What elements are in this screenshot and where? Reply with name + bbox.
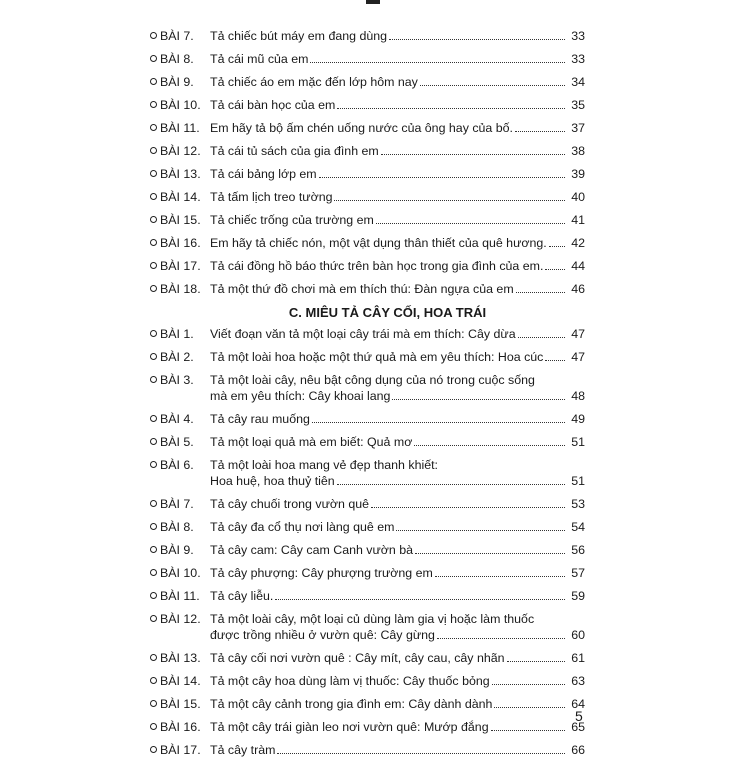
toc-entry <box>150 411 585 434</box>
dot-leader <box>337 483 565 485</box>
lesson-page-number: 42 <box>571 236 585 250</box>
circle-bullet-icon <box>150 101 157 108</box>
lesson-page-number: 41 <box>571 213 585 227</box>
lesson-page-number: 38 <box>571 144 585 158</box>
dot-leader <box>392 398 565 400</box>
lesson-page-number: 51 <box>571 435 585 449</box>
lesson-page-number: 53 <box>571 497 585 511</box>
lesson-title: Tả một cây hoa dùng làm vị thuốc: Cây thuốc bỏng <box>210 674 490 688</box>
toc-entry <box>150 565 585 588</box>
lesson-page-number: 60 <box>571 628 585 642</box>
lesson-title: Tả một cây trái giàn leo nơi vườn quê: Mướp đắng <box>210 720 489 734</box>
toc-entry <box>150 519 585 542</box>
lesson-number: BÀI 9. <box>160 543 194 557</box>
lesson-title: Tả cây liễu. <box>210 589 274 603</box>
lesson-number: BÀI 13. <box>160 651 201 665</box>
circle-bullet-icon <box>150 438 157 445</box>
lesson-number: BÀI 4. <box>160 412 194 426</box>
lesson-page-number: 57 <box>571 566 585 580</box>
lesson-title: Viết đoạn văn tả một loại cây trái mà em thích: Cây dừa <box>210 327 516 341</box>
circle-bullet-icon <box>150 262 157 269</box>
dot-leader <box>415 552 565 554</box>
lesson-number: BÀI 11. <box>160 121 200 135</box>
toc-entry <box>150 434 585 457</box>
lesson-page-number: 56 <box>571 543 585 557</box>
lesson-title: Tả một loài cây, một loại củ dùng làm gia vị hoặc làm thuốc <box>210 612 535 626</box>
lesson-number: BÀI 5. <box>160 435 194 449</box>
lesson-number: BÀI 16. <box>160 720 201 734</box>
dot-leader <box>491 729 565 731</box>
toc-entry <box>150 326 585 349</box>
toc-entry <box>150 696 585 719</box>
lesson-number: BÀI 17. <box>160 259 201 273</box>
top-binding-mark <box>366 0 380 4</box>
lesson-number: BÀI 7. <box>160 29 194 43</box>
lesson-title: Tả cây cam: Cây cam Canh vườn bà <box>210 543 414 557</box>
toc-entry <box>150 650 585 673</box>
dot-leader <box>275 598 565 600</box>
circle-bullet-icon <box>150 546 157 553</box>
section-heading: C. MIÊU TẢ CÂY CỐI, HOA TRÁI <box>288 305 487 320</box>
lesson-title: Tả một loài hoa hoặc một thứ quả mà em yêu thích: Hoa cúc <box>210 350 544 364</box>
lesson-number: BÀI 1. <box>160 327 194 341</box>
toc-entry <box>150 281 585 304</box>
circle-bullet-icon <box>150 124 157 131</box>
dot-leader <box>545 359 565 361</box>
lesson-title: Tả cây đa cổ thụ nơi làng quê em <box>210 520 395 534</box>
dot-leader <box>545 268 565 270</box>
lesson-page-number: 40 <box>571 190 585 204</box>
toc-entry <box>150 457 585 496</box>
circle-bullet-icon <box>150 461 157 468</box>
lesson-title: Tả một loài hoa mang vẻ đẹp thanh khiết: <box>210 458 438 472</box>
circle-bullet-icon <box>150 170 157 177</box>
circle-bullet-icon <box>150 677 157 684</box>
lesson-page-number: 47 <box>571 327 585 341</box>
dot-leader <box>277 752 565 754</box>
lesson-title: Tả cây tràm <box>210 743 276 757</box>
toc-entry <box>150 74 585 97</box>
lesson-title: Tả cây chuối trong vườn quê <box>210 497 369 511</box>
toc-entry <box>150 28 585 51</box>
lesson-number: BÀI 16. <box>160 236 201 250</box>
dot-leader <box>319 176 565 178</box>
lesson-title: Tả một thứ đồ chơi mà em thích thú: Đàn ngựa của em <box>210 282 514 296</box>
dot-leader <box>337 107 565 109</box>
lesson-title: Tả cái mũ của em <box>210 52 309 66</box>
toc-entry <box>150 120 585 143</box>
toc-entry <box>150 189 585 212</box>
toc-entry <box>150 372 585 411</box>
lesson-page-number: 63 <box>571 674 585 688</box>
circle-bullet-icon <box>150 330 157 337</box>
lesson-number: BÀI 15. <box>160 213 201 227</box>
toc-entry <box>150 719 585 742</box>
toc-entry <box>150 97 585 120</box>
lesson-title: Tả cái bảng lớp em <box>210 167 317 181</box>
circle-bullet-icon <box>150 78 157 85</box>
toc-entry <box>150 51 585 74</box>
dot-leader <box>312 421 565 423</box>
lesson-page-number: 35 <box>571 98 585 112</box>
lesson-title: Tả chiếc bút máy em đang dùng <box>210 29 388 43</box>
lesson-number: BÀI 9. <box>160 75 194 89</box>
lesson-number: BÀI 3. <box>160 373 194 387</box>
lesson-title: Tả chiếc trống của trường em <box>210 213 374 227</box>
toc-entry <box>150 258 585 281</box>
dot-leader <box>396 529 565 531</box>
lesson-title-continued: được trồng nhiều ở vườn quê: Cây gừng <box>210 628 435 642</box>
circle-bullet-icon <box>150 239 157 246</box>
lesson-number: BÀI 14. <box>160 674 201 688</box>
lesson-title: Tả cái bàn học của em <box>210 98 336 112</box>
lesson-number: BÀI 10. <box>160 566 201 580</box>
lesson-title: Tả cây rau muống <box>210 412 310 426</box>
lesson-page-number: 44 <box>571 259 585 273</box>
lesson-number: BÀI 6. <box>160 458 194 472</box>
dot-leader <box>420 84 565 86</box>
lesson-number: BÀI 18. <box>160 282 201 296</box>
lesson-title: Tả tấm lịch treo tường <box>210 190 333 204</box>
dot-leader <box>435 575 565 577</box>
lesson-title-continued: mà em yêu thích: Cây khoai lang <box>210 389 391 403</box>
toc-entry <box>150 166 585 189</box>
lesson-page-number: 33 <box>571 29 585 43</box>
lesson-page-number: 59 <box>571 589 585 603</box>
lesson-title: Tả cây phượng: Cây phượng trường em <box>210 566 433 580</box>
circle-bullet-icon <box>150 500 157 507</box>
dot-leader <box>518 336 565 338</box>
dot-leader <box>507 660 565 662</box>
toc-entry <box>150 611 585 650</box>
dot-leader <box>437 637 565 639</box>
toc-entry <box>150 143 585 166</box>
lesson-page-number: 37 <box>571 121 585 135</box>
dot-leader <box>376 222 565 224</box>
toc-entry <box>150 235 585 258</box>
circle-bullet-icon <box>150 32 157 39</box>
lesson-page-number: 51 <box>571 474 585 488</box>
circle-bullet-icon <box>150 216 157 223</box>
lesson-number: BÀI 8. <box>160 52 194 66</box>
toc-entry <box>150 542 585 565</box>
circle-bullet-icon <box>150 523 157 530</box>
lesson-title: Em hãy tả chiếc nón, một vật dụng thân thiết của quê hương. <box>210 236 547 250</box>
circle-bullet-icon <box>150 285 157 292</box>
lesson-number: BÀI 7. <box>160 497 194 511</box>
lesson-title: Em hãy tả bộ ấm chén uống nước của ông hay của bố. <box>210 121 513 135</box>
lesson-number: BÀI 12. <box>160 612 201 626</box>
lesson-number: BÀI 8. <box>160 520 194 534</box>
dot-leader <box>381 153 565 155</box>
lesson-title: Tả chiếc áo em mặc đến lớp hôm nay <box>210 75 418 89</box>
toc-entry <box>150 496 585 519</box>
lesson-number: BÀI 15. <box>160 697 201 711</box>
lesson-page-number: 34 <box>571 75 585 89</box>
dot-leader <box>492 683 565 685</box>
lesson-number: BÀI 17. <box>160 743 201 757</box>
toc-entry <box>150 673 585 696</box>
lesson-page-number: 66 <box>571 743 585 757</box>
circle-bullet-icon <box>150 55 157 62</box>
circle-bullet-icon <box>150 592 157 599</box>
toc-entry <box>150 212 585 235</box>
lesson-page-number: 39 <box>571 167 585 181</box>
lesson-number: BÀI 10. <box>160 98 201 112</box>
dot-leader <box>516 291 565 293</box>
circle-bullet-icon <box>150 415 157 422</box>
lesson-page-number: 49 <box>571 412 585 426</box>
lesson-title: Tả một cây cảnh trong gia đình em: Cây dành dành <box>210 697 493 711</box>
dot-leader <box>414 444 565 446</box>
lesson-page-number: 33 <box>571 52 585 66</box>
page-number: 5 <box>575 708 583 724</box>
lesson-title: Tả cây cối nơi vườn quê : Cây mít, cây cau, cây nhãn <box>210 651 505 665</box>
circle-bullet-icon <box>150 193 157 200</box>
lesson-title-continued: Hoa huệ, hoa thuỷ tiên <box>210 474 335 488</box>
circle-bullet-icon <box>150 353 157 360</box>
dot-leader <box>515 130 565 132</box>
toc-entry <box>150 742 585 765</box>
circle-bullet-icon <box>150 569 157 576</box>
lesson-page-number: 47 <box>571 350 585 364</box>
toc-entry <box>150 349 585 372</box>
circle-bullet-icon <box>150 615 157 622</box>
circle-bullet-icon <box>150 723 157 730</box>
lesson-number: BÀI 12. <box>160 144 201 158</box>
lesson-number: BÀI 11. <box>160 589 200 603</box>
circle-bullet-icon <box>150 700 157 707</box>
toc-entry <box>150 588 585 611</box>
dot-leader <box>494 706 565 708</box>
lesson-title: Tả cái tủ sách của gia đình em <box>210 144 379 158</box>
dot-leader <box>334 199 565 201</box>
lesson-page-number: 65 <box>571 720 585 734</box>
circle-bullet-icon <box>150 376 157 383</box>
lesson-page-number: 54 <box>571 520 585 534</box>
lesson-number: BÀI 14. <box>160 190 201 204</box>
lesson-page-number: 64 <box>571 697 585 711</box>
lesson-title: Tả một loài cây, nêu bật công dụng của nó trong cuộc sống <box>210 373 535 387</box>
lesson-title: Tả cái đồng hồ báo thức trên bàn học trong gia đình của em. <box>210 259 544 273</box>
lesson-page-number: 61 <box>571 651 585 665</box>
dot-leader <box>389 38 565 40</box>
lesson-page-number: 46 <box>571 282 585 296</box>
table-of-contents <box>150 28 585 765</box>
circle-bullet-icon <box>150 654 157 661</box>
lesson-number: BÀI 2. <box>160 350 194 364</box>
lesson-page-number: 48 <box>571 389 585 403</box>
lesson-title: Tả một loại quả mà em biết: Quả mơ <box>210 435 413 449</box>
dot-leader <box>549 245 565 247</box>
dot-leader <box>371 506 565 508</box>
circle-bullet-icon <box>150 147 157 154</box>
lesson-number: BÀI 13. <box>160 167 201 181</box>
dot-leader <box>310 61 565 63</box>
